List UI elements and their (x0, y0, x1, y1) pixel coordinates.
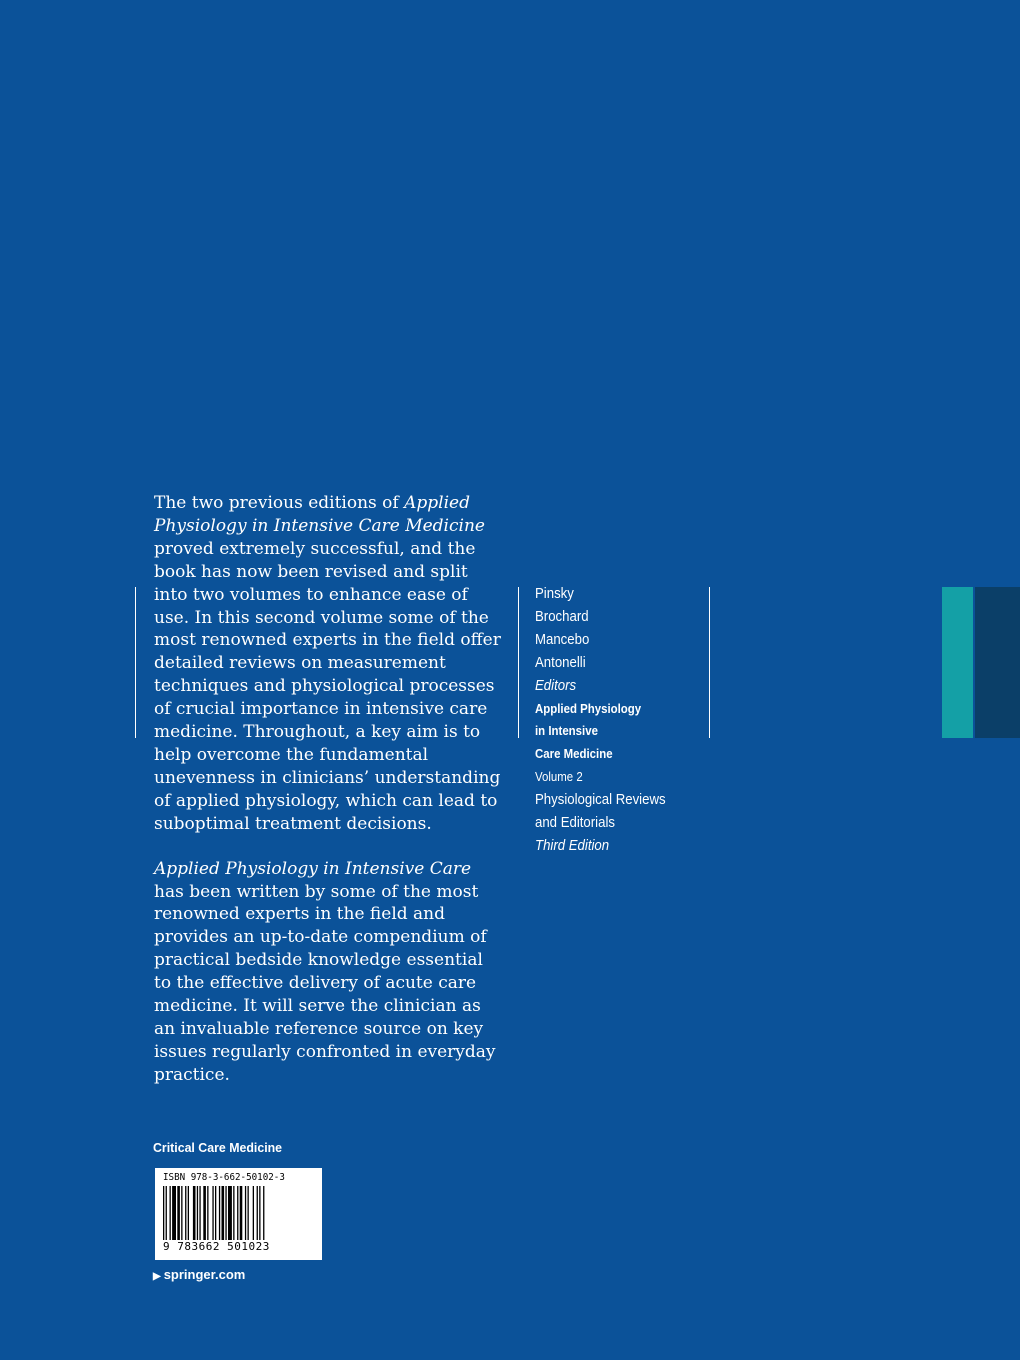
barcode-bar (263, 1186, 264, 1240)
barcode-bar (177, 1186, 180, 1240)
divider-middle (518, 587, 519, 738)
arrow-right-icon: ▶ (153, 1271, 161, 1282)
barcode-bar (233, 1186, 234, 1240)
barcode-bar (240, 1186, 243, 1240)
barcode-bar (237, 1186, 238, 1240)
book-title-line: in Intensive (535, 723, 598, 739)
isbn-label: ISBN 978-3-662-50102-3 (163, 1172, 285, 1183)
description-text (154, 492, 504, 1087)
barcode-bar (215, 1186, 216, 1240)
subtitle-line: Physiological Reviews (535, 791, 666, 809)
barcode-bar (188, 1186, 189, 1240)
publisher-link-text[interactable]: springer.com (163, 1267, 246, 1282)
barcode-bar (203, 1186, 206, 1240)
barcode-bar (197, 1186, 198, 1240)
barcode-bar (245, 1186, 246, 1240)
book-title-line: Applied Physiology (535, 700, 642, 716)
barcode-bar (212, 1186, 213, 1240)
barcode-bar (166, 1186, 167, 1240)
ean-digits: 9 783662 501023 (163, 1240, 270, 1253)
editors-block (535, 583, 705, 858)
editor-name: Pinsky (535, 585, 574, 602)
barcode-bar (185, 1186, 186, 1240)
description-paragraph-2: Applied Physiology in Intensive Care has been written by some of the most renowned experts in the field and provides an up-to-date compendium of practical bedside knowledge essential to the effective delivery of acute care medicine. It will serve the clinician as an invaluable reference source on key issues regularly confronted in everyday practice. (154, 858, 496, 1085)
barcode-bar (222, 1186, 225, 1240)
divider-right (709, 587, 710, 738)
subtitle-line: and Editorials (535, 814, 615, 832)
barcode-bar (207, 1186, 208, 1240)
spine-color-band-navy (975, 587, 1020, 738)
barcode-bar (181, 1186, 182, 1240)
book-title-line: Care Medicine (535, 746, 613, 762)
barcode-bar (259, 1186, 260, 1240)
book-title-italic: Applied Physiology in Intensive Care (154, 858, 472, 879)
edition-label: Third Edition (535, 836, 610, 854)
barcode-bar (170, 1186, 171, 1240)
series-name: Critical Care Medicine (153, 1140, 283, 1155)
publisher-link[interactable] (153, 1267, 245, 1282)
editor-name: Antonelli (535, 653, 586, 671)
barcode-bar (193, 1186, 196, 1240)
barcode-bar (228, 1186, 232, 1240)
description-paragraph-1: The two previous editions of Applied Physiology in Intensive Care Medicine proved extremely successful, and the book has now been revised and split into two volumes to enhance ease of use. In this second volume some of the most renowned experts in the field offer detailed reviews on measurement techniques and physiological processes of crucial importance in intensive care medicine. Throughout, a key aim is to help overcome the fundamental unevenness in clinicians’ understanding of applied physiology, which can lead to suboptimal treatment decisions. (154, 493, 501, 834)
divider-left (135, 587, 136, 738)
barcode-bars (163, 1186, 314, 1240)
isbn-barcode (155, 1168, 322, 1260)
barcode-bar (199, 1186, 200, 1240)
volume-label: Volume 2 (535, 769, 583, 785)
barcode-bar (163, 1186, 164, 1240)
barcode-bar (248, 1186, 249, 1240)
editor-name: Mancebo (535, 630, 590, 648)
editor-name: Brochard (535, 607, 589, 625)
book-title-italic: Applied Physiology in Intensive Care Medicine (154, 493, 485, 536)
barcode-bar (219, 1186, 220, 1240)
barcode-bar (257, 1186, 258, 1240)
barcode-bar (253, 1186, 254, 1240)
spine-color-band-teal (942, 587, 973, 738)
editors-role: Editors (535, 676, 577, 694)
barcode-bar (225, 1186, 226, 1240)
barcode-bar (172, 1186, 176, 1240)
